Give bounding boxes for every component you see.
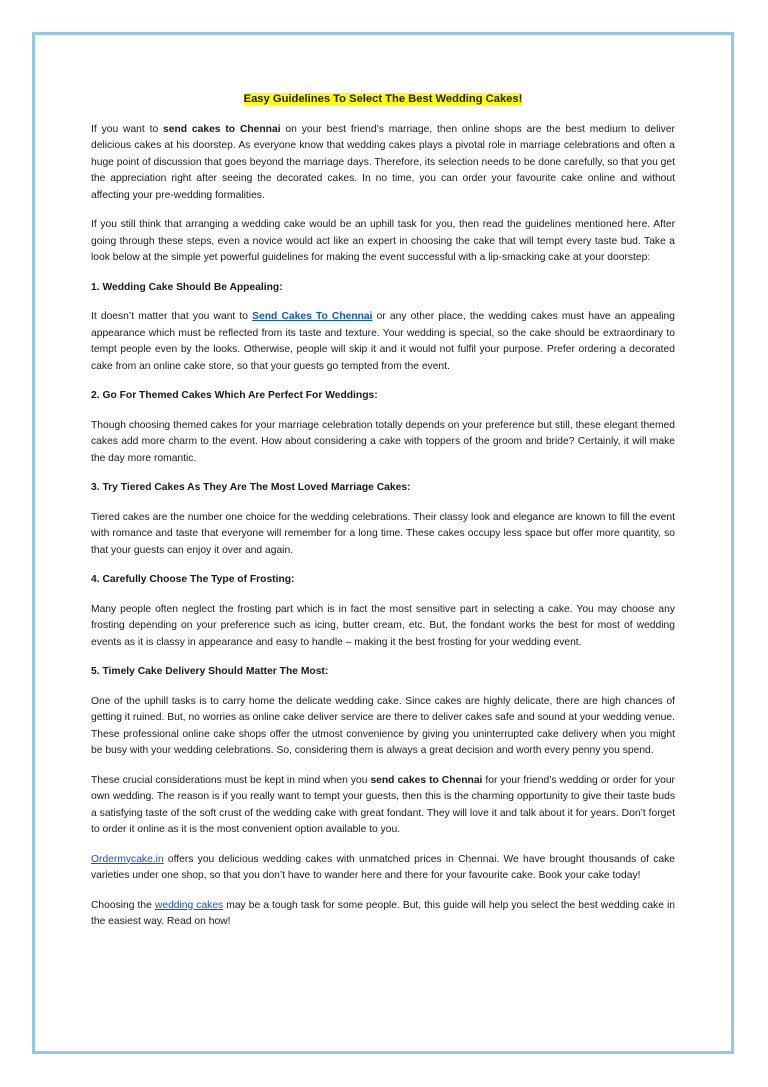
section-heading-2: 2. Go For Themed Cakes Which Are Perfect For Weddings: [91,390,378,401]
section-heading-1: 1. Wedding Cake Should Be Appealing: [91,281,283,293]
guidelines-intro-paragraph: If you still think that arranging a wedding cake would be an uphill task for you, then read the guidelines mentioned here. After going through these steps, even a novice would act like an expert in choosing the cake that will tempt every taste bud. Take a look below at the simple yet powerful guidelines for making the event successful with a lip-smacking cake at your doorstep: [91,219,675,263]
considerations-paragraph: These crucial considerations must be kept in mind when you send cakes to Chennai for your friend’s wedding or order for your own wedding. The reason is if you really want to tempt your guests, then this is the charming opportunity to give their taste buds a satisfying taste of the soft crust of the wedding cake with great fondant. They will love it and talk about it for years. Don’t forget to order it online as it is the most convenient option available to you. [91,774,675,835]
closing-paragraph: Choosing the wedding cakes may be a tough task for some people. But, this guide will help you select the best wedding cake in the easiest way. Read on how! [91,899,675,927]
title-wrap [91,91,675,109]
send-cakes-chennai-link[interactable]: Send Cakes To Chennai [252,311,373,322]
ordermycake-link[interactable]: Ordermycake.in [91,853,164,865]
section-heading-3: 3. Try Tiered Cakes As They Are The Most Loved Marriage Cakes: [91,482,411,493]
section-paragraph-1: It doesn’t matter that you want to Send Cakes To Chennai or any other place, the wedding cakes must have an appealing appearance which must be reflected from its taste and texture. Your wedding is special, so the cake should be extraordinary to tempt people even by the looks. Otherwise, people will skip it and it would not fulfil your purpose. Prefer ordering a decorated cake from an online cake store, so that your guests go tempted from the event. [91,311,676,372]
bold-phrase: send cakes to Chennai [163,123,281,135]
section-paragraph-2: Though choosing themed cakes for your marriage celebration totally depends on your preference but still, these elegant themed cakes add more charm to the event. How about considering a cake with toppers of the groom and bride? Certainly, it will make the day more romantic. [91,419,675,464]
section-heading-5: 5. Timely Cake Delivery Should Matter The Most: [91,666,329,677]
document-title: Easy Guidelines To Select The Best Wedding Cakes! [243,93,523,105]
wedding-cakes-link[interactable]: wedding cakes [154,899,224,911]
section-paragraph-4: Many people often neglect the frosting part which is in fact the most sensitive part in selecting a cake. You may choose any frosting depending on your preference such as icing, butter cream, etc. But, the fondant works the best for most of wedding events as it is classy in appearance and easy to handle – making it the best frosting for your wedding event. [91,603,675,648]
section-paragraph-3: Tiered cakes are the number one choice for the wedding celebrations. Their classy look and elegance are known to fill the event with romance and taste that everyone will remember for a long time. These cakes occupy less space but offer more quantity, so that your guests can enjoy it over and again. [91,511,675,556]
ordermycake-paragraph: Ordermycake.in offers you delicious wedding cakes with unmatched prices in Chennai. We have brought thousands of cake varieties under one shop, so that you don’t have to wander here and there for your favourite cake. Book your cake today! [91,853,675,881]
intro-paragraph: If you want to send cakes to Chennai on your best friend’s marriage, then online shops are the best medium to deliver delicious cakes at his doorstep. As everyone know that wedding cakes plays a pivotal role in marriage celebrations and often a huge point of discussion that goes beyond the marriage days. Therefore, its selection needs to be done carefully, so that you get the appreciation right after seeing the decorated cakes. In no time, you can order your favourite cake online and without affecting your pre-wedding formalities. [91,123,675,201]
bold-phrase: send cakes to Chennai [370,774,483,786]
section-paragraph-5: One of the uphill tasks is to carry home the delicate wedding cake. Since cakes are highly delicate, there are high chances of getting it ruined. But, no worries as online cake deliver service are there to deliver cakes safe and sound at your wedding venue. These professional online cake shops offer the utmost convenience by giving you uninterrupted cake delivery when you might be busy with your wedding celebrations. So, considering them is always a great decision and worth every penny you spend. [91,695,675,756]
section-heading-4: 4. Carefully Choose The Type of Frosting: [91,574,295,585]
document-body [91,91,675,944]
